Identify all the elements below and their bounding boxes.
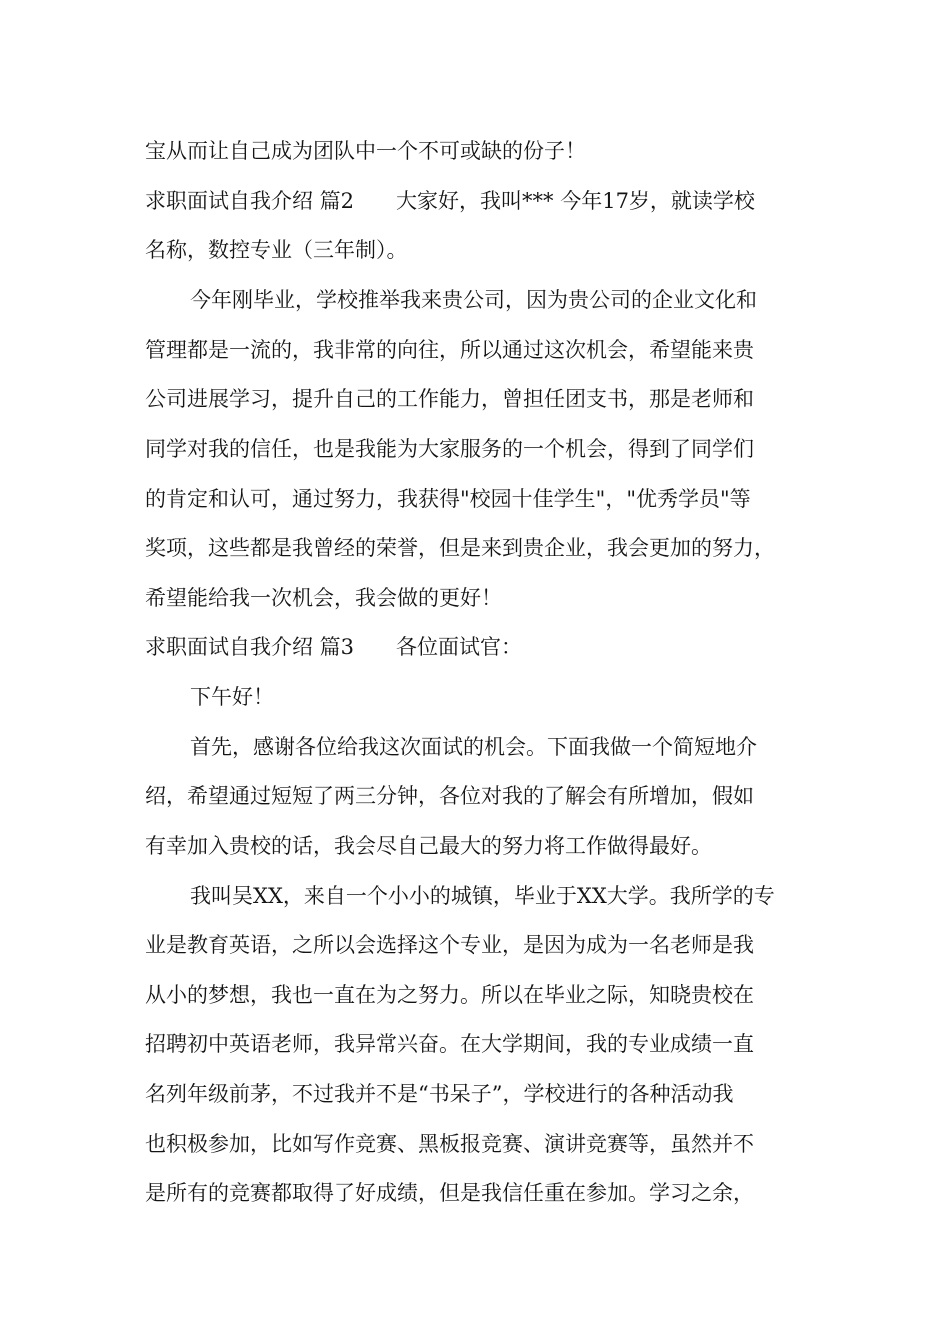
greeting-line: 下午好！ bbox=[190, 685, 274, 709]
paragraph-first-line: 今年刚毕业，学校推举我来贵公司，因为贵公司的企业文化和 bbox=[190, 288, 757, 312]
text-line: 有幸加入贵校的话，我会尽自己最大的努力将工作做得最好。 bbox=[145, 834, 712, 858]
text-line: 也积极参加，比如写作竞赛、黑板报竞赛、演讲竞赛等，虽然并不 bbox=[145, 1132, 754, 1156]
text-line: 宝从而让自己成为团队中一个不可或缺的份子！ bbox=[145, 139, 586, 163]
text-line: 是所有的竞赛都取得了好成绩，但是我信任重在参加。学习之余， bbox=[145, 1181, 754, 1205]
text-line: 希望能给我一次机会，我会做的更好！ bbox=[145, 586, 502, 610]
text-line: 奖项，这些都是我曾经的荣誉，但是来到贵企业，我会更加的努力， bbox=[145, 536, 775, 560]
text-line: 管理都是一流的，我非常的向往，所以通过这次机会，希望能来贵 bbox=[145, 338, 754, 362]
section-heading-line: 求职面试自我介绍 篇2 大家好，我叫*** 今年17岁，就读学校 bbox=[145, 189, 755, 213]
section-heading-line: 求职面试自我介绍 篇3 各位面试官： bbox=[145, 635, 523, 659]
text-line: 从小的梦想，我也一直在为之努力。所以在毕业之际，知晓贵校在 bbox=[145, 983, 754, 1007]
text-line: 名称，数控专业（三年制）。 bbox=[145, 238, 408, 262]
paragraph-first-line: 我叫吴XX，来自一个小小的城镇，毕业于XX大学。我所学的专 bbox=[190, 884, 775, 908]
paragraph-first-line: 首先，感谢各位给我这次面试的机会。下面我做一个简短地介 bbox=[190, 735, 757, 759]
text-line: 绍，希望通过短短了两三分钟，各位对我的了解会有所增加，假如 bbox=[145, 784, 754, 808]
text-line: 招聘初中英语老师，我异常兴奋。在大学期间，我的专业成绩一直 bbox=[145, 1032, 754, 1056]
text-line: 的肯定和认可，通过努力，我获得"校园十佳学生"，"优秀学员"等 bbox=[145, 487, 751, 511]
text-line: 公司进展学习，提升自己的工作能力，曾担任团支书，那是老师和 bbox=[145, 387, 754, 411]
text-line: 名列年级前茅，不过我并不是“书呆子”，学校进行的各种活动我 bbox=[145, 1082, 734, 1106]
text-line: 业是教育英语，之所以会选择这个专业，是因为成为一名老师是我 bbox=[145, 933, 754, 957]
text-line: 同学对我的信任，也是我能为大家服务的一个机会，得到了同学们 bbox=[145, 437, 754, 461]
